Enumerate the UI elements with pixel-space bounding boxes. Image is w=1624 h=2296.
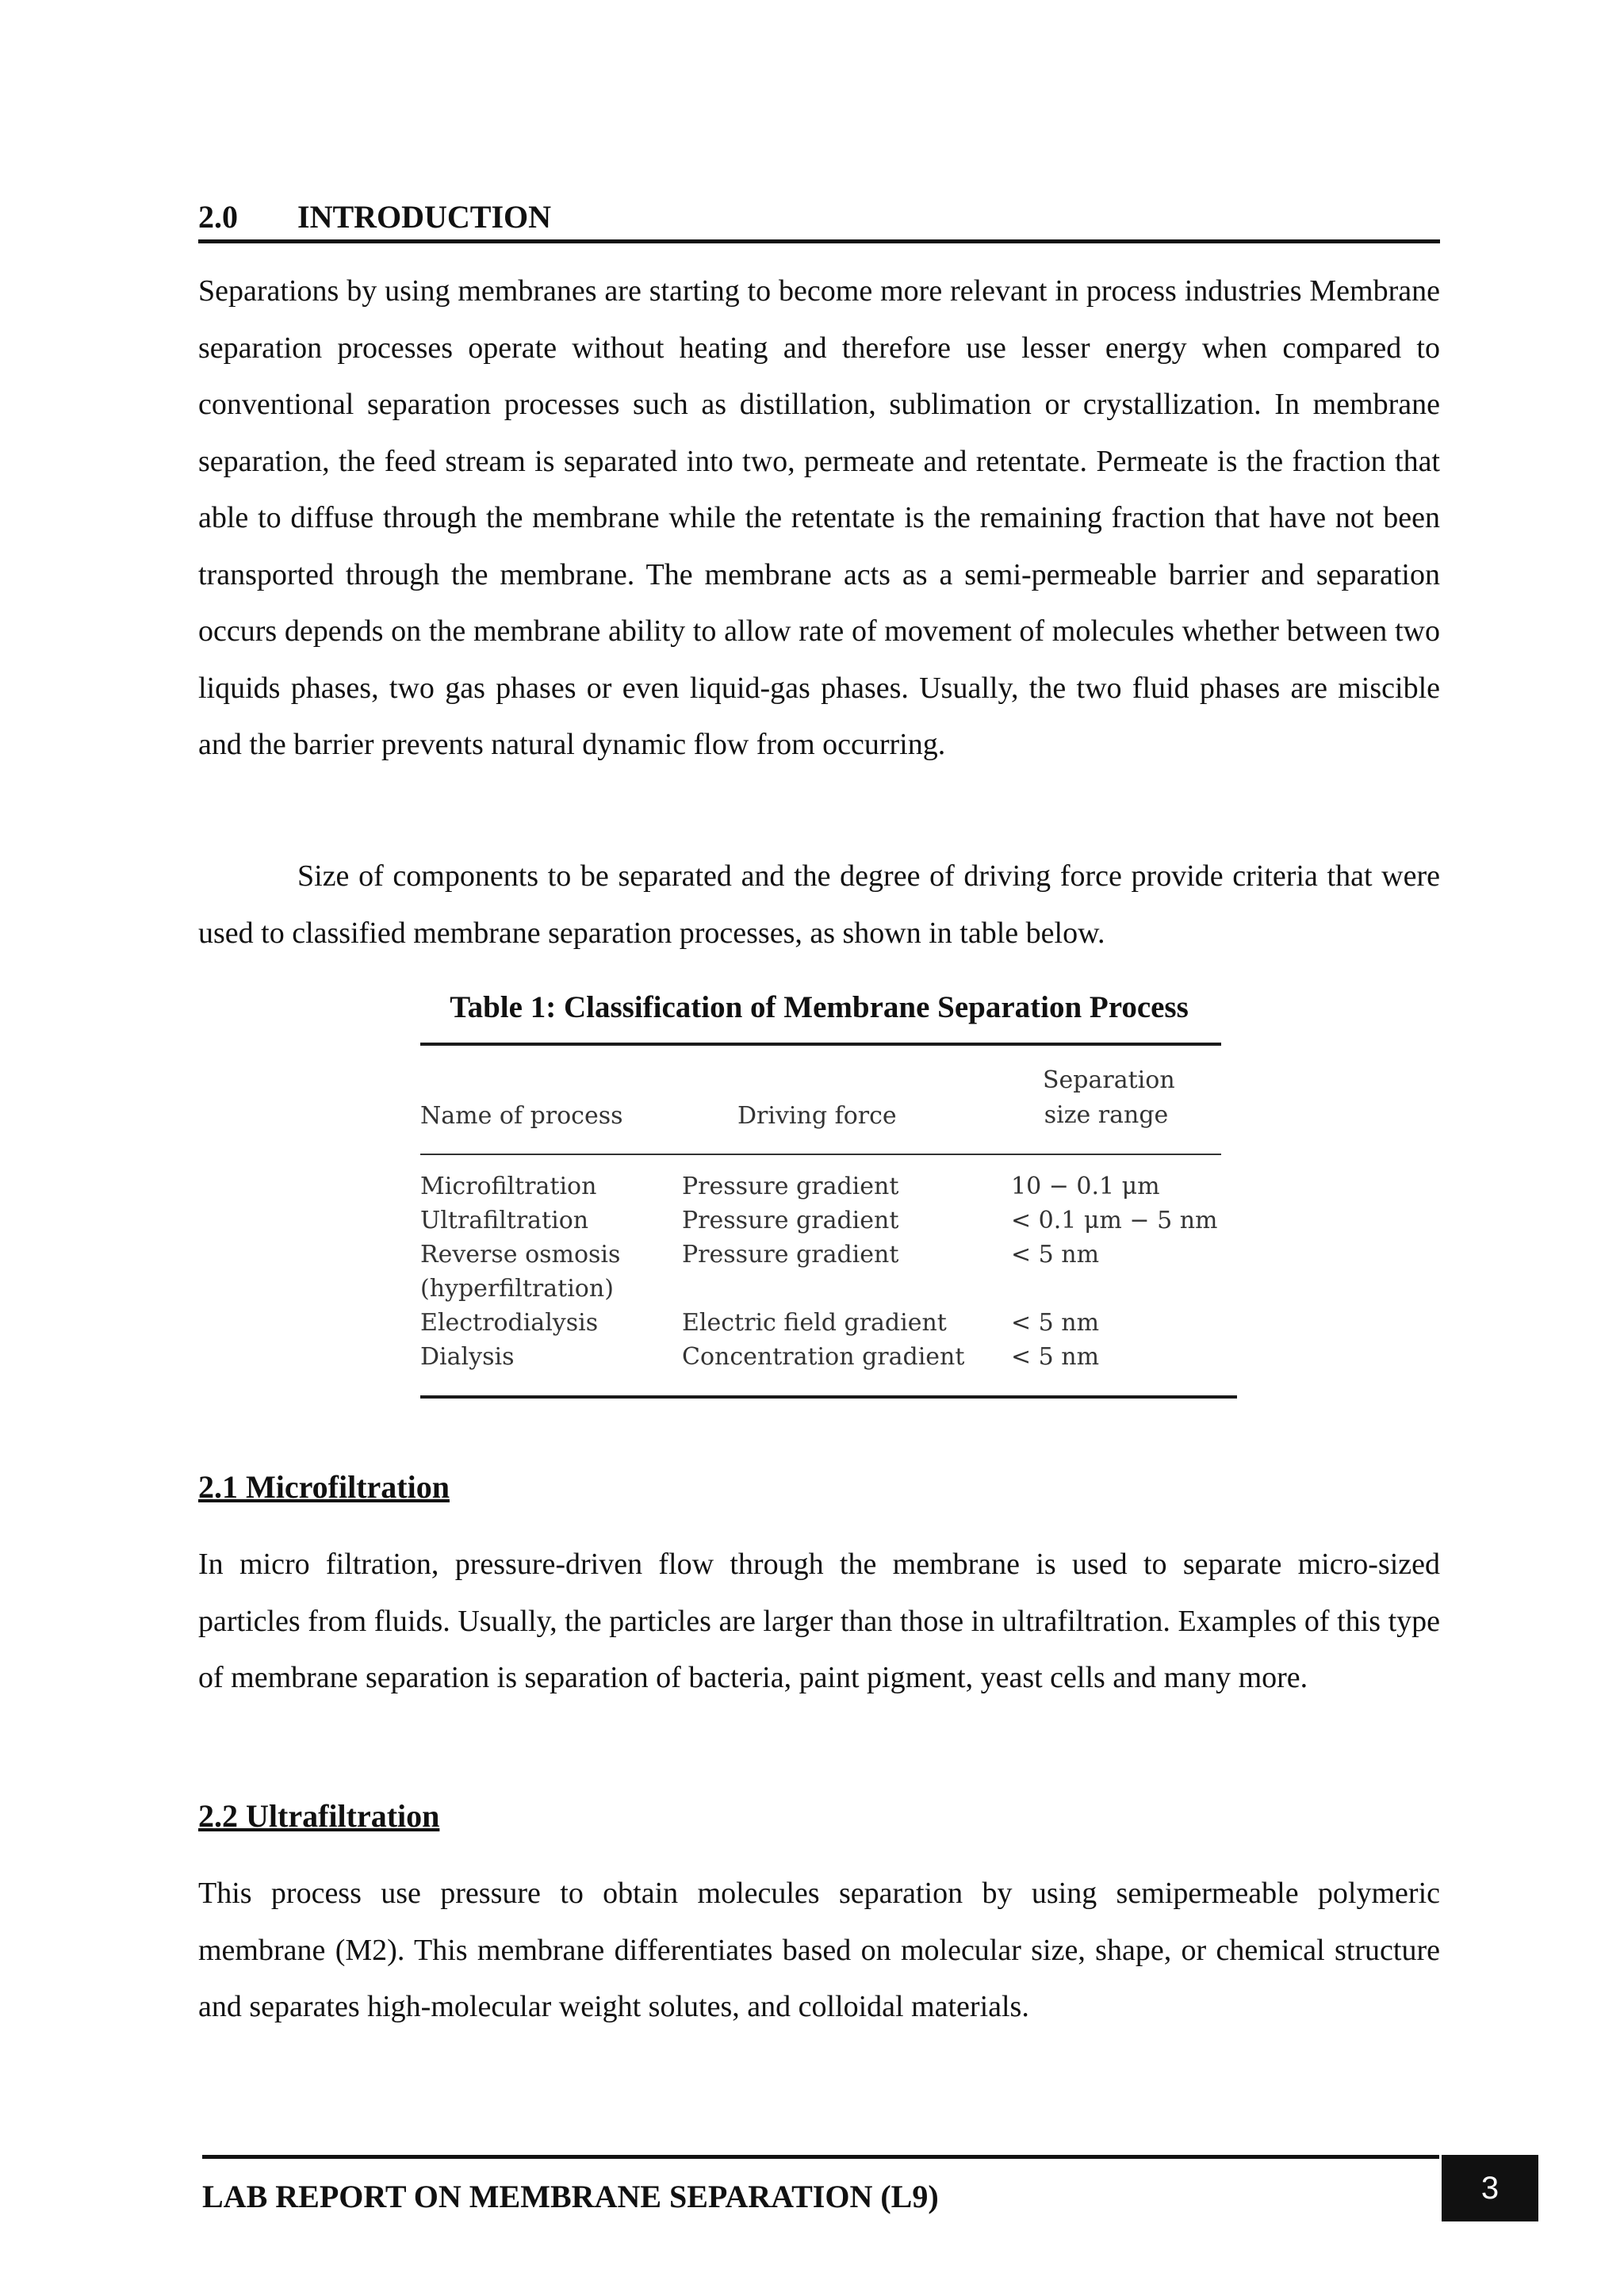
cell-force: Pressure gradient bbox=[682, 1207, 899, 1234]
footer-title: LAB REPORT ON MEMBRANE SEPARATION (L9) bbox=[202, 2179, 939, 2214]
microfiltration-heading: 2.1 Microfiltration bbox=[198, 1469, 450, 1505]
cell-process: Electrodialysis bbox=[420, 1309, 599, 1337]
cell-force: Pressure gradient bbox=[682, 1241, 899, 1269]
page-number: 3 bbox=[1442, 2155, 1538, 2221]
classification-table bbox=[420, 1043, 1226, 1415]
cell-size: 10 − 0.1 μm bbox=[1011, 1173, 1160, 1200]
header-driving-force: Driving force bbox=[737, 1102, 897, 1130]
cell-size: < 5 nm bbox=[1011, 1309, 1100, 1337]
microfiltration-paragraph: In micro filtration, pressure-driven flow through the membrane is used to separate micro-sized particles from fluids. Usually, the particles are larger than those in ultrafiltration. Examples of this type of membrane separation is separation of bacteria, paint pigment, yeast cells and many more. bbox=[198, 1548, 1440, 1694]
section-title: INTRODUCTION bbox=[297, 199, 552, 235]
cell-force: Concentration gradient bbox=[682, 1343, 965, 1371]
cell-size: < 5 nm bbox=[1011, 1241, 1100, 1269]
table-top-rule bbox=[420, 1043, 1221, 1046]
cell-force: Pressure gradient bbox=[682, 1173, 899, 1200]
section-heading-introduction bbox=[198, 197, 1440, 243]
cell-process: Ultrafiltration bbox=[420, 1207, 589, 1234]
header-size-line2: size range bbox=[1044, 1101, 1169, 1129]
cell-size: < 5 nm bbox=[1011, 1343, 1100, 1371]
cell-force: Electric field gradient bbox=[682, 1309, 947, 1337]
table-header-rule bbox=[420, 1154, 1221, 1155]
ultrafiltration-heading: 2.2 Ultrafiltration bbox=[198, 1798, 440, 1834]
table-caption: Table 1: Classification of Membrane Separation Process bbox=[450, 990, 1189, 1024]
intro-paragraph-1: Separations by using membranes are starting to become more relevant in process industries Membrane separation processes operate without heating and therefore use lesser energy when compared to conventional separation processes such as distillation, sublimation or crystallization. In membrane separation, the feed stream is separated into two, permeate and retentate. Permeate is the fraction that able to diffuse through the membrane while the retentate is the remaining fraction that have not been transported through the membrane. The membrane acts as a semi-permeable barrier and separation occurs depends on the membrane ability to allow rate of movement of molecules whether between two liquids phases, two gas phases or even liquid-gas phases. Usually, the two fluid phases are miscible and the barrier prevents natural dynamic flow from occurring. bbox=[198, 274, 1440, 761]
ultrafiltration-paragraph: This process use pressure to obtain molecules separation by using semipermeable polymeric membrane (M2). This membrane differentiates based on molecular size, shape, or chemical structure and separates high-molecular weight solutes, and colloidal materials. bbox=[198, 1877, 1440, 2023]
table-bottom-rule bbox=[420, 1395, 1237, 1399]
section-number: 2.0 bbox=[198, 199, 238, 235]
cell-process: Dialysis bbox=[420, 1343, 515, 1371]
footer-rule bbox=[202, 2155, 1439, 2159]
cell-size: < 0.1 μm − 5 nm bbox=[1011, 1207, 1218, 1234]
cell-process: Reverse osmosis bbox=[420, 1241, 621, 1269]
cell-process: (hyperfiltration) bbox=[420, 1275, 614, 1303]
header-separation-size-range bbox=[1043, 1063, 1175, 1133]
intro-paragraph-2: Size of components to be separated and the degree of driving force provide criteria that were used to classified membrane separation processes, as shown in table below. bbox=[198, 859, 1440, 950]
header-name-of-process: Name of process bbox=[420, 1102, 623, 1130]
cell-process: Microfiltration bbox=[420, 1173, 597, 1200]
header-size-line1: Separation bbox=[1043, 1066, 1175, 1094]
